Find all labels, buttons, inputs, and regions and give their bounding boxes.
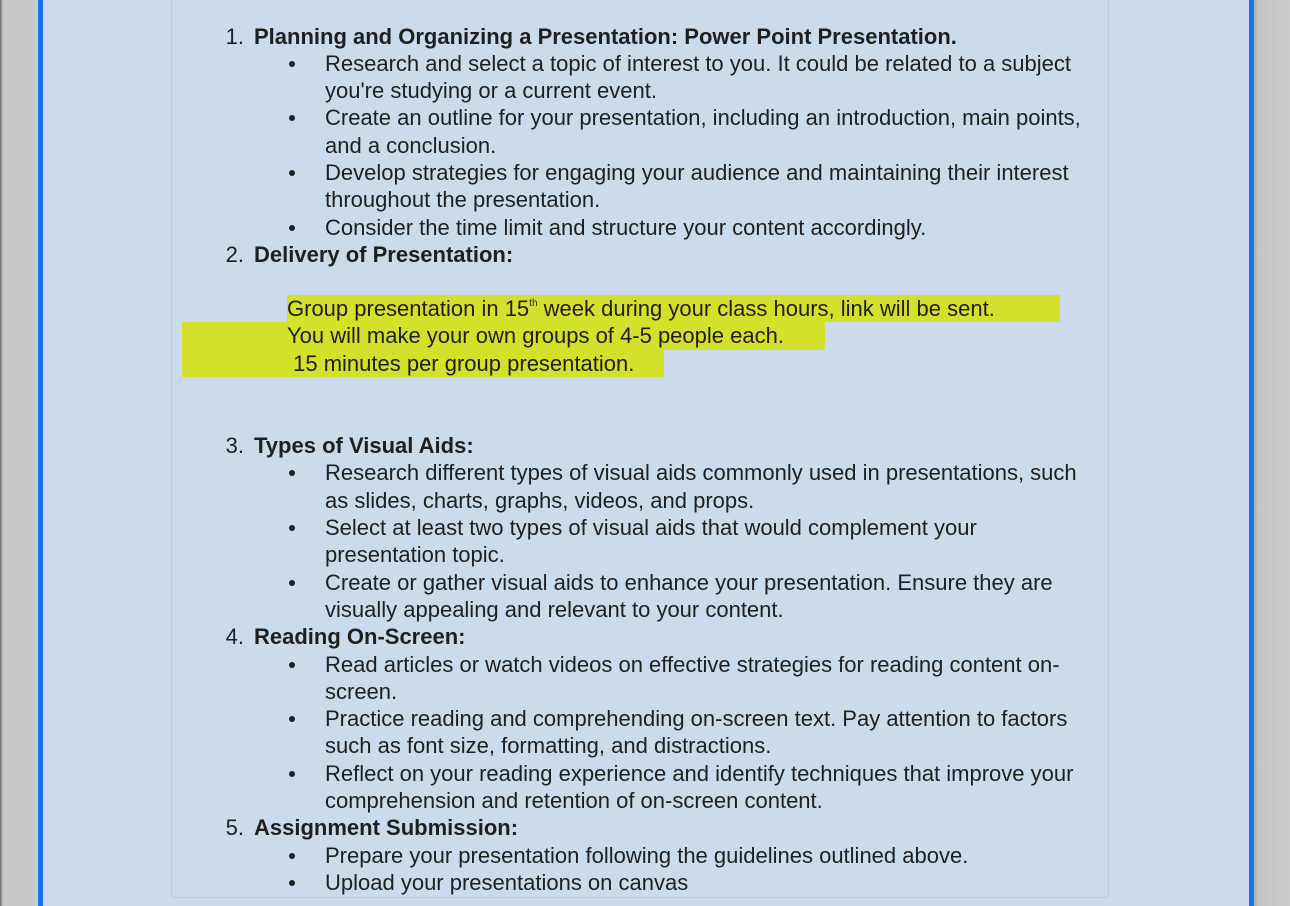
selected-page-frame[interactable] (38, 0, 1254, 906)
section-title: Assignment Submission: (254, 815, 519, 841)
list-item: Create or gather visual aids to enhance your presentation. Ensure they are visually appealing and relevant to your content. (172, 569, 1108, 624)
bullet-icon (289, 580, 295, 586)
bullet-icon (289, 225, 295, 231)
section-1-heading (172, 23, 1108, 50)
list-item: Create an outline for your presentation, including an introduction, main points, and a conclusion. (172, 104, 1108, 159)
section-number: 5. (225, 815, 244, 841)
bullet-icon (289, 470, 295, 476)
section-title: Types of Visual Aids: (254, 433, 474, 459)
section-2-heading (172, 241, 1108, 268)
bullet-icon (289, 880, 295, 886)
section-5-heading (172, 814, 1108, 841)
section-title: Planning and Organizing a Presentation: Power Point Presentation. (254, 23, 957, 49)
bullet-icon (289, 115, 295, 121)
section-4-heading (172, 623, 1108, 650)
highlight-line-1: Group presentation in 15th week during your class hours, link will be sent. (287, 296, 995, 322)
list-item: Upload your presentations on canvas (172, 869, 1108, 896)
highlight-line-2: You will make your own groups of 4-5 people each. (287, 323, 784, 349)
bullet-icon (289, 853, 295, 859)
section-title: Delivery of Presentation: (254, 241, 514, 267)
document-page (171, 0, 1109, 898)
section-number: 2. (225, 241, 244, 267)
bullet-icon (289, 525, 295, 531)
bullet-icon (289, 662, 295, 668)
section-number: 1. (225, 23, 244, 49)
list-item: Consider the time limit and structure your content accordingly. (172, 214, 1108, 241)
list-item: Select at least two types of visual aids that would complement your presentation topic. (172, 514, 1108, 569)
viewer-right-gutter (1252, 0, 1290, 906)
bullet-icon (289, 170, 295, 176)
list-item: Research different types of visual aids commonly used in presentations, such as slides, charts, graphs, videos, and props. (172, 459, 1108, 514)
bullet-icon (289, 771, 295, 777)
list-item: Reflect on your reading experience and identify techniques that improve your comprehension and retention of on-screen content. (172, 760, 1108, 815)
bullet-icon (289, 61, 295, 67)
list-item: Practice reading and comprehending on-screen text. Pay attention to factors such as font size, formatting, and distractions. (172, 705, 1108, 760)
list-item: Research and select a topic of interest to you. It could be related to a subject you're studying or a current event. (172, 50, 1108, 105)
highlighted-note (172, 295, 1108, 377)
bullet-icon (289, 716, 295, 722)
document-body (172, 0, 1108, 896)
list-item: Prepare your presentation following the guidelines outlined above. (172, 842, 1108, 869)
list-item: Read articles or watch videos on effective strategies for reading content on-screen. (172, 651, 1108, 706)
section-number: 3. (225, 433, 244, 459)
section-3-heading (172, 432, 1108, 459)
section-title: Reading On-Screen: (254, 624, 466, 650)
highlight-line-3: 15 minutes per group presentation. (287, 351, 635, 377)
list-item: Develop strategies for engaging your audience and maintaining their interest throughout the presentation. (172, 159, 1108, 214)
section-number: 4. (225, 624, 244, 650)
